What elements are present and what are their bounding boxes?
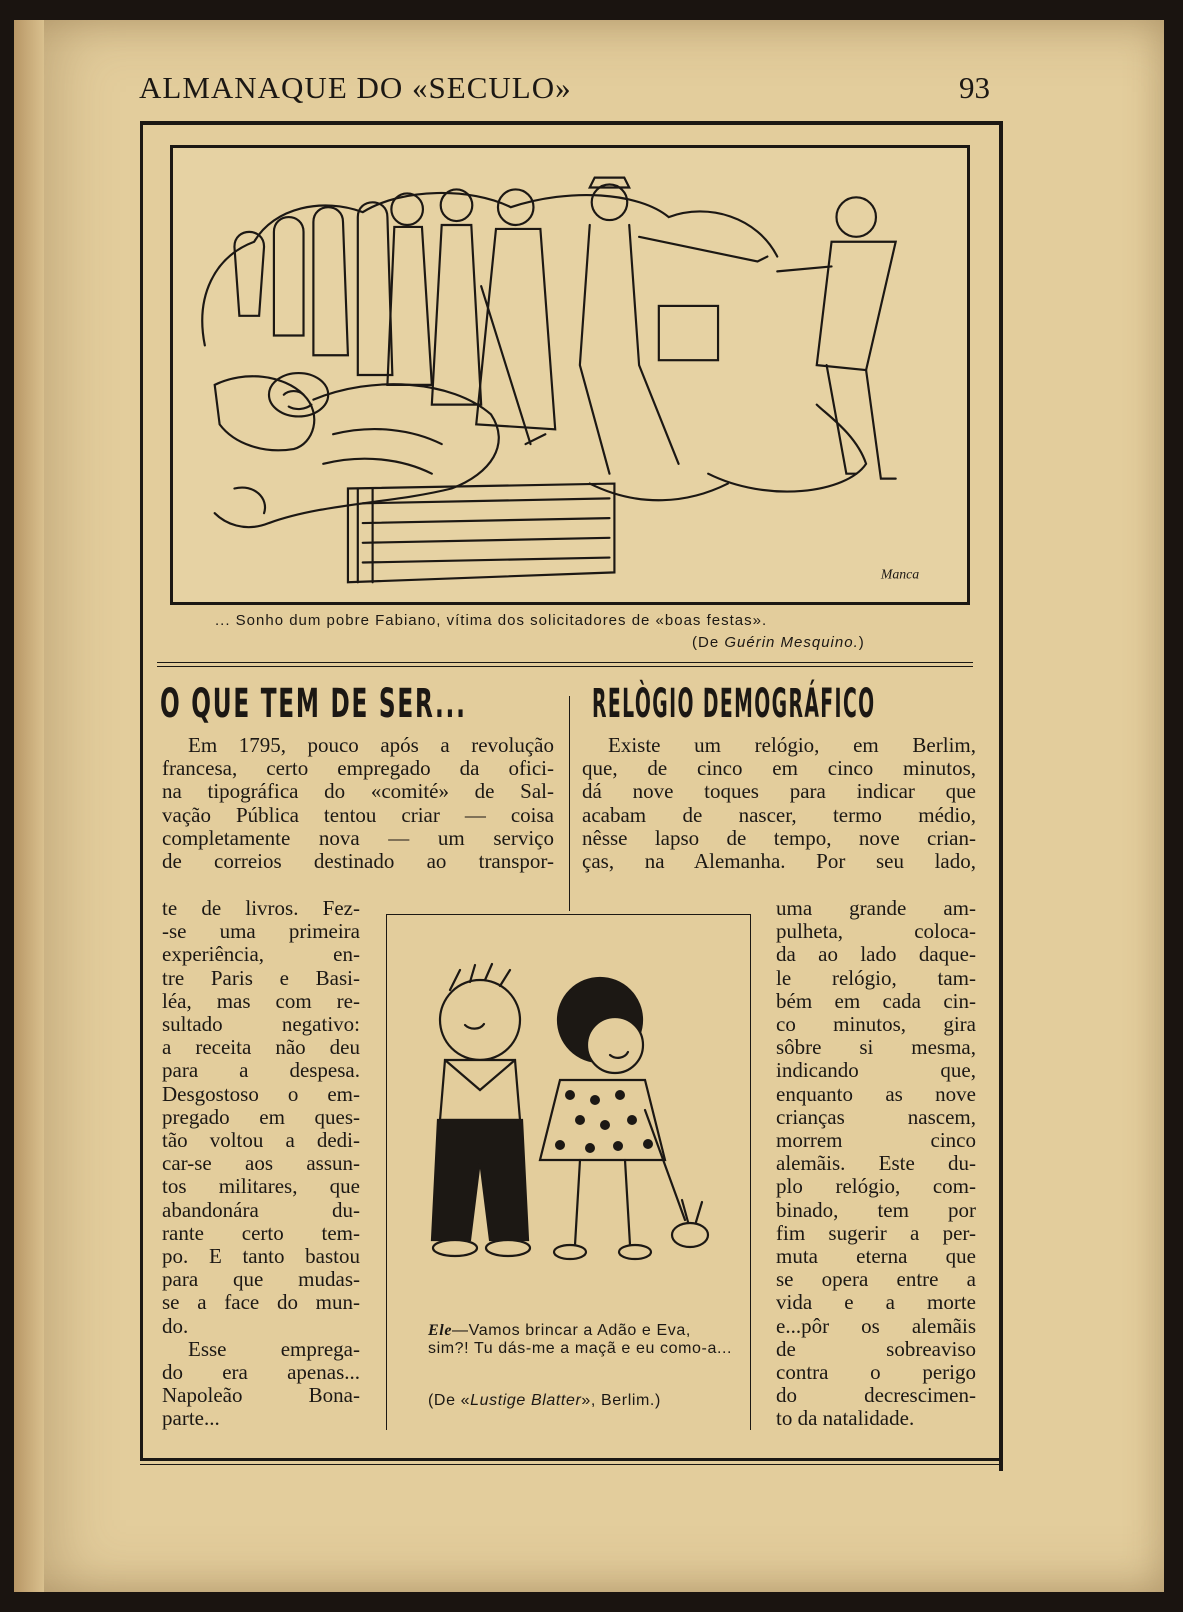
article-heading-left: O QUE TEM DE SER...	[160, 681, 467, 727]
cartoon-source-prefix: (De	[692, 634, 725, 651]
inset-caption	[428, 1322, 736, 1358]
frame-right-rule	[999, 121, 1003, 1471]
section-rule-lower	[157, 666, 973, 667]
text-line: da ao lado daque-	[776, 942, 976, 967]
text-line: acabam de nascer, termo médio,	[582, 802, 976, 827]
cartoon-source-suffix: )	[858, 634, 865, 651]
article-right-body	[776, 897, 976, 1431]
text-line: e...pôr os alemãis	[776, 1313, 976, 1338]
article-left-body	[162, 897, 360, 1431]
text-line: ças, na Alemanha. Por seu lado,	[582, 849, 976, 874]
cartoon-signature: Manca	[880, 566, 920, 582]
text-line: uma grande am-	[776, 896, 976, 920]
inset-dialogue: —Vamos brincar a Adão e Eva, sim?! Tu dás-me a maçã e eu como-a...	[428, 1322, 733, 1357]
text-line: morrem cinco	[776, 1128, 976, 1153]
inset-source-name: Lustige Blatter	[470, 1392, 582, 1409]
text-line: do decrescimen-	[776, 1383, 976, 1408]
text-line: dá nove toques para indicar que	[582, 779, 976, 804]
cartoon-source-name: Guérin Mesquino.	[724, 634, 859, 651]
page-number: 93	[959, 70, 990, 105]
text-line: Napoleão Bona-	[162, 1383, 360, 1408]
text-line: na tipográfica do «comité» de Sal-	[162, 779, 554, 804]
page-gutter	[14, 20, 44, 1592]
text-line: rante certo tem-	[162, 1220, 360, 1245]
text-line: léa, mas com re-	[162, 988, 360, 1013]
frame-left-rule	[140, 121, 143, 1461]
text-line: de correios destinado ao transpor-	[162, 849, 554, 874]
text-line: te de livros. Fez-	[162, 896, 360, 920]
text-line: que, de cinco em cinco minutos,	[582, 756, 976, 781]
text-line: de sobreaviso	[776, 1336, 976, 1361]
frame-bottom-hairline	[140, 1464, 1002, 1465]
children-drawing	[420, 960, 730, 1290]
text-line: experiência, en-	[162, 942, 360, 967]
text-line: co minutos, gira	[776, 1012, 976, 1037]
text-line: fim sugerir a per-	[776, 1220, 976, 1245]
cartoon-drawing	[173, 148, 967, 602]
text-line: -se uma primeira	[162, 919, 360, 944]
text-line: completamente nova — um serviço	[162, 825, 554, 850]
text-line: sultado negativo:	[162, 1012, 360, 1037]
text-line: indicando que,	[776, 1058, 976, 1083]
text-line: Desgostoso o em-	[162, 1081, 360, 1106]
text-line: tos militares, que	[162, 1174, 360, 1199]
text-line: Existe um relógio, em Berlim,	[608, 733, 976, 757]
section-rule-upper	[157, 662, 973, 663]
cartoon-caption: ... Sonho dum pobre Fabiano, vítima dos solicitadores de «boas festas».	[215, 612, 768, 629]
cartoon-source	[692, 634, 865, 651]
text-line: se opera entre a	[776, 1267, 976, 1292]
text-line: plo relógio, com-	[776, 1174, 976, 1199]
text-line: do era apenas...	[162, 1360, 360, 1385]
inset-source-prefix: (De «	[428, 1392, 471, 1409]
inset-speaker: Ele	[428, 1322, 453, 1339]
cartoon-illustration	[170, 145, 970, 605]
text-line: se a face do mun-	[162, 1290, 360, 1315]
text-line: car-se aos assun-	[162, 1151, 360, 1176]
text-line: bém em cada cin-	[776, 988, 976, 1013]
frame-bottom-rule	[140, 1458, 1002, 1461]
text-line: alemãis. Este du-	[776, 1151, 976, 1176]
text-line: crianças nascem,	[776, 1104, 976, 1129]
text-line: nêsse lapso de tempo, nove crian-	[582, 825, 976, 850]
text-line: francesa, certo empregado da ofici-	[162, 756, 554, 781]
text-line: le relógio, tam-	[776, 965, 976, 990]
text-line: tre Paris e Basi-	[162, 965, 360, 990]
text-line: parte...	[162, 1406, 220, 1431]
text-line: muta eterna que	[776, 1244, 976, 1269]
children-illustration	[420, 960, 730, 1290]
text-line: pregado em ques-	[162, 1104, 360, 1129]
frame-top-rule	[140, 121, 1002, 125]
article-right-intro	[582, 734, 976, 873]
text-line: para a despesa.	[162, 1058, 360, 1083]
text-line: para que mudas-	[162, 1267, 360, 1292]
text-line: vida e a morte	[776, 1290, 976, 1315]
text-line: do.	[162, 1313, 189, 1338]
text-line: a receita não deu	[162, 1035, 360, 1060]
text-line: abandonára du-	[162, 1197, 360, 1222]
running-header-title: ALMANAQUE DO «SECULO»	[139, 70, 572, 105]
article-left-intro	[162, 734, 554, 873]
text-line: contra o perigo	[776, 1360, 976, 1385]
text-line: po. E tanto bastou	[162, 1244, 360, 1269]
article-heading-right: RELÒGIO DEMOGRÁFICO	[592, 681, 876, 727]
text-line: Esse emprega-	[188, 1336, 360, 1361]
text-line: vação Pública tentou criar — coisa	[162, 802, 554, 827]
column-divider	[569, 696, 570, 911]
text-line: Em 1795, pouco após a revolução	[188, 733, 554, 757]
text-line: binado, tem por	[776, 1197, 976, 1222]
text-line: to da natalidade.	[776, 1406, 915, 1431]
text-line: pulheta, coloca-	[776, 919, 976, 944]
text-line: sôbre si mesma,	[776, 1035, 976, 1060]
inset-source	[428, 1392, 736, 1410]
text-line: enquanto as nove	[776, 1081, 976, 1106]
text-line: tão voltou a dedi-	[162, 1128, 360, 1153]
inset-source-suffix: », Berlim.)	[581, 1392, 661, 1409]
